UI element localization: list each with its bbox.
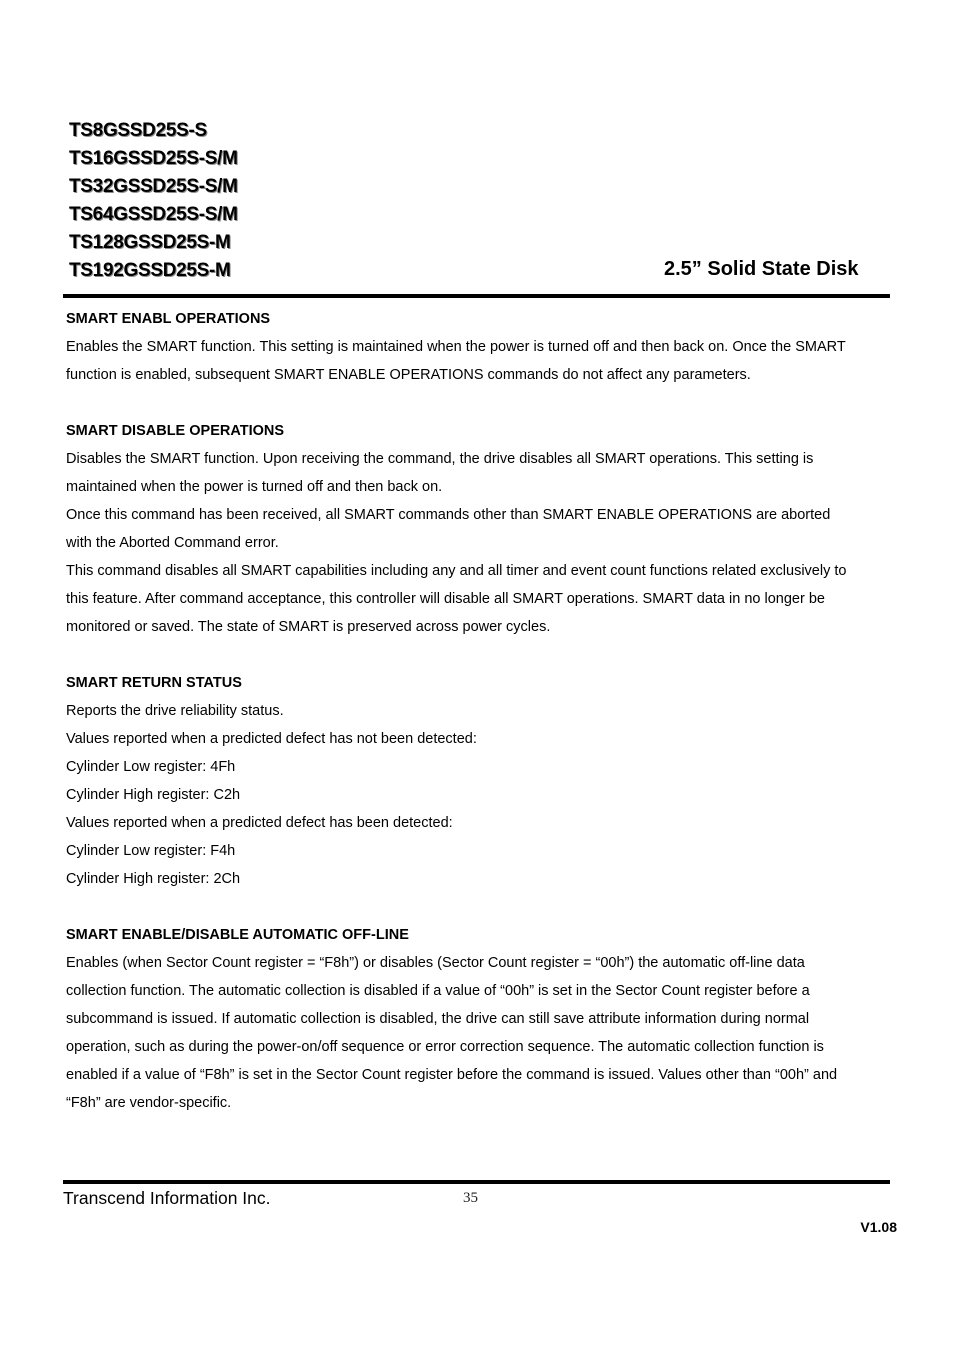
- body-line: maintained when the power is turned off and then back on.: [66, 479, 443, 495]
- body-line: Enables (when Sector Count register = “F8h”) or disables (Sector Count register = “00h”) the automatic off-line data: [66, 955, 805, 971]
- company-name: Transcend Information Inc.: [63, 1188, 271, 1208]
- body-line: Cylinder High register: 2Ch: [66, 871, 241, 887]
- model-name: TS8GSSD25S-S: [69, 120, 207, 141]
- document-version: V1.08: [860, 1219, 897, 1235]
- body-line: Values reported when a predicted defect has been detected:: [66, 815, 453, 831]
- body-line: collection function. The automatic collection is disabled if a value of “00h” is set in the Sector Count register before a: [66, 983, 810, 999]
- page-number: 35: [463, 1190, 478, 1206]
- document-title: 2.5” Solid State Disk: [664, 258, 859, 280]
- section-smart-enable: [66, 305, 906, 389]
- body-line: operation, such as during the power-on/off sequence or error correction sequence. The automatic collection function is: [66, 1039, 824, 1055]
- section-heading: SMART RETURN STATUS: [66, 675, 242, 691]
- body-line: Cylinder High register: C2h: [66, 787, 241, 803]
- model-name: TS32GSSD25S-S/M: [69, 176, 238, 197]
- body-line: “F8h” are vendor-specific.: [66, 1095, 232, 1111]
- footer-divider: [63, 1180, 890, 1184]
- body-line: This command disables all SMART capabilities including any and all timer and event count functions related exclusively to: [66, 563, 847, 579]
- section-smart-return-status: [66, 669, 906, 893]
- body-line: Once this command has been received, all SMART commands other than SMART ENABLE OPERATIONS are aborted: [66, 507, 831, 523]
- body-line: function is enabled, subsequent SMART ENABLE OPERATIONS commands do not affect any parameters.: [66, 367, 751, 383]
- model-name: TS16GSSD25S-S/M: [69, 148, 238, 169]
- body-line: Disables the SMART function. Upon receiving the command, the drive disables all SMART operations. This setting is: [66, 451, 814, 467]
- body-line: Cylinder Low register: 4Fh: [66, 759, 236, 775]
- section-heading: SMART ENABLE/DISABLE AUTOMATIC OFF-LINE: [66, 927, 409, 943]
- model-name: TS128GSSD25S-M: [69, 232, 231, 253]
- section-heading: SMART DISABLE OPERATIONS: [66, 423, 285, 439]
- body-line: this feature. After command acceptance, this controller will disable all SMART operations. SMART data in no longer be: [66, 591, 825, 607]
- body-line: Cylinder Low register: F4h: [66, 843, 236, 859]
- model-name: TS64GSSD25S-S/M: [69, 204, 238, 225]
- section-smart-disable: [66, 417, 906, 641]
- body-line: Reports the drive reliability status.: [66, 703, 284, 719]
- model-name: TS192GSSD25S-M: [69, 260, 231, 281]
- section-heading: SMART ENABL OPERATIONS: [66, 311, 271, 327]
- body-line: subcommand is issued. If automatic collection is disabled, the drive can still save attribute information during normal: [66, 1011, 810, 1027]
- page-content: [66, 305, 906, 1117]
- body-line: Values reported when a predicted defect has not been detected:: [66, 731, 477, 747]
- model-list: [69, 117, 238, 285]
- body-line: enabled if a value of “F8h” is set in the Sector Count register before the command is issued. Values other than “00h” and: [66, 1067, 838, 1083]
- body-line: with the Aborted Command error.: [66, 535, 279, 551]
- header-divider: [63, 294, 890, 298]
- body-line: Enables the SMART function. This setting is maintained when the power is turned off and then back on. Once the SMART: [66, 339, 846, 355]
- body-line: monitored or saved. The state of SMART is preserved across power cycles.: [66, 619, 551, 635]
- section-smart-automatic-offline: [66, 921, 906, 1117]
